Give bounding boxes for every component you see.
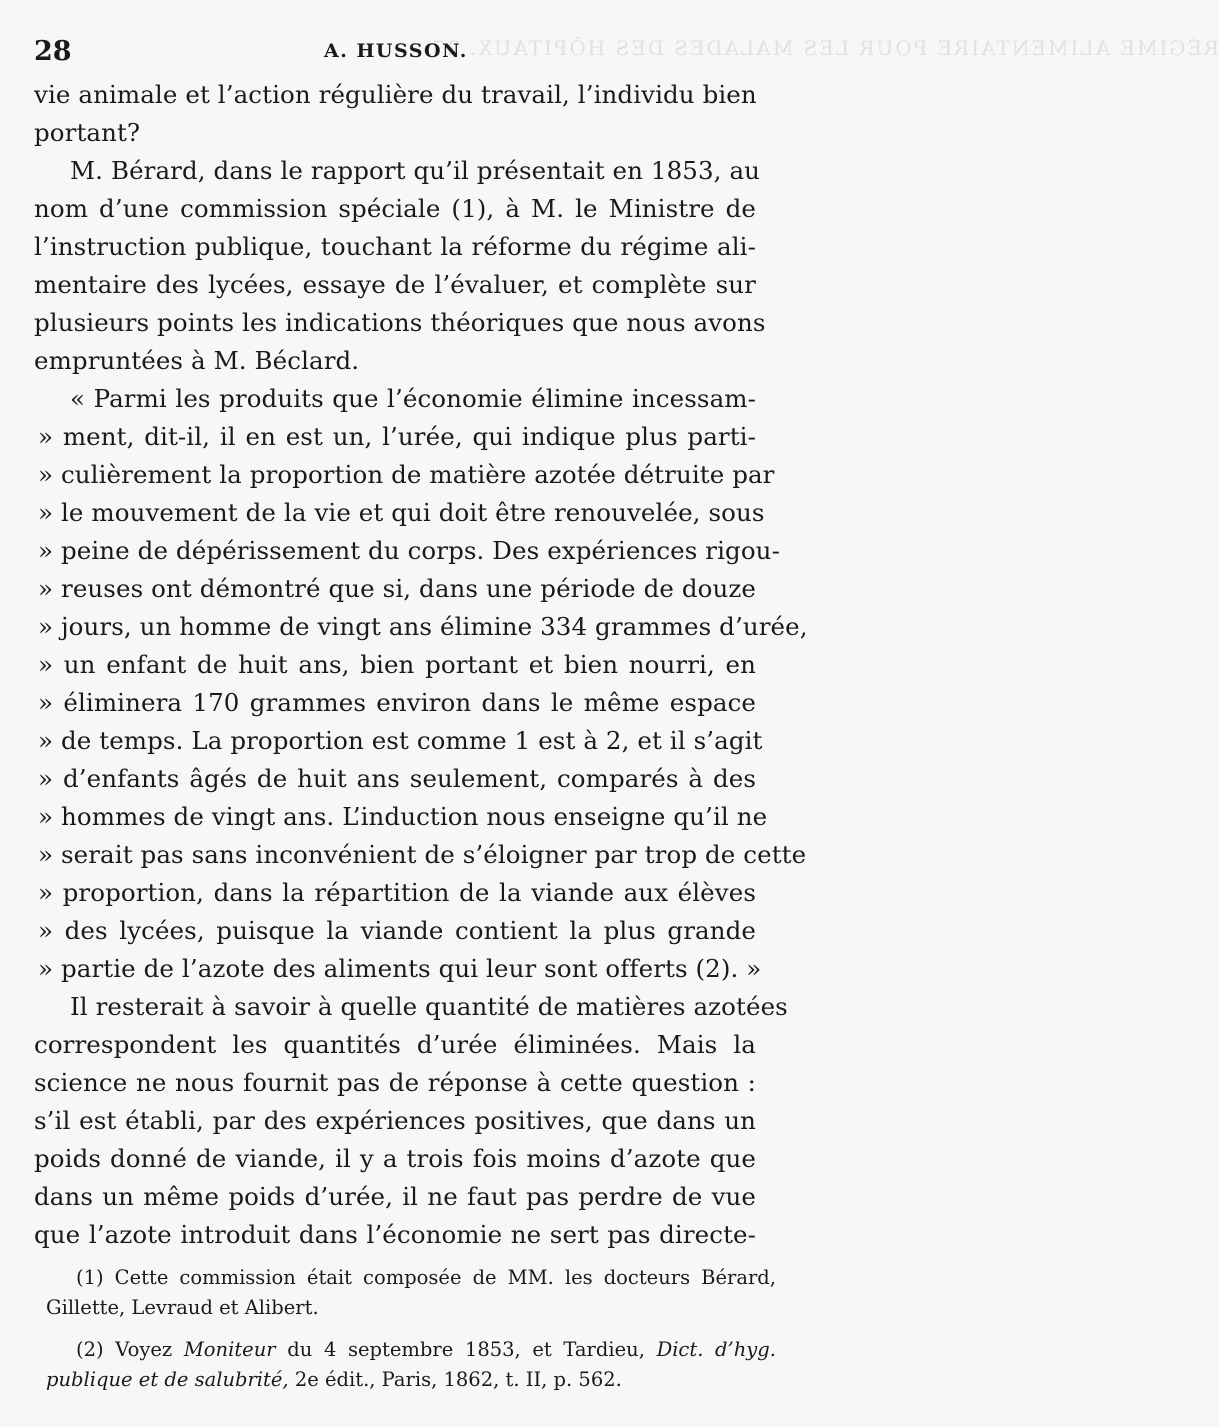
quote-line: » un enfant de huit ans, bien portant et bien nourri, en [38,650,756,679]
quote-line: « Parmi les produits que l’économie élimine incessam- [70,384,756,413]
page-header [34,36,774,76]
text-line: plusieurs points les indications théoriques que nous avons [34,308,766,337]
quote-line: » jours, un homme de vingt ans élimine 334 grammes d’urée, [38,612,808,641]
quote-line: » d’enfants âgés de huit ans seulement, comparés à des [38,764,756,793]
text-line: vie animale et l’action régulière du travail, l’individu bien [34,80,757,109]
quote-line: » proportion, dans la répartition de la viande aux élèves [38,878,756,907]
quote-line: » peine de dépérissement du corps. Des expériences rigou- [38,536,780,565]
footnote-2 [46,1335,776,1365]
text-line: portant? [34,118,141,147]
footnote-2-continued [46,1365,776,1395]
quote-line: » hommes de vingt ans. L’induction nous enseigne qu’il ne [38,802,768,831]
footnote-1-continued: Gillette, Levraud et Alibert. [46,1296,319,1319]
footnote-2-italic: publique et de salubrité, [46,1368,289,1391]
bleed-through-text: RÉGIME ALIMENTAIRE POUR LES MALADES DES HÔPITAUX. 27 [430,36,1219,60]
page-number: 28 [34,36,72,67]
text-line: empruntées à M. Béclard. [34,346,360,375]
text-line: poids donné de viande, il y a trois fois moins d’azote que [34,1144,756,1173]
running-head: A. HUSSON. [324,40,468,62]
footnotes [46,1263,776,1395]
quote-line: » éliminera 170 grammes environ dans le même espace [38,688,756,717]
quote-line: » reuses ont démontré que si, dans une période de douze [38,574,756,603]
quote-line: » le mouvement de la vie et qui doit être renouvelée, sous [38,498,765,527]
quote-line: » ment, dit-il, il en est un, l’urée, qui indique plus parti- [38,422,756,451]
quote-line: » culièrement la proportion de matière azotée détruite par [38,460,775,489]
body-text [34,76,808,1254]
footnote-2-prefix: (2) Voyez [76,1338,184,1361]
text-line: dans un même poids d’urée, il ne faut pas perdre de vue [34,1182,756,1211]
text-line: Il resterait à savoir à quelle quantité de matières azotées [70,992,788,1021]
text-line: M. Bérard, dans le rapport qu’il présentait en 1853, au [70,156,761,185]
footnote-2-moniteur: Moniteur [183,1338,276,1361]
text-line: l’instruction publique, touchant la réforme du régime ali- [34,232,756,261]
quote-line: » des lycées, puisque la viande contient la plus grande [38,916,756,945]
footnote-2-dict: Dict. d’hyg. [656,1338,776,1361]
footnote-2-mid: du 4 septembre 1853, et Tardieu, [275,1338,657,1361]
quote-line: » serait pas sans inconvénient de s’éloigner par trop de cette [38,840,807,869]
text-line: correspondent les quantités d’urée éliminées. Mais la [34,1030,756,1059]
quote-line: » partie de l’azote des aliments qui leur sont offerts (2). » [38,954,762,983]
text-line: s’il est établi, par des expériences positives, que dans un [34,1106,756,1135]
footnote-1: (1) Cette commission était composée de MM. les docteurs Bérard, [76,1266,776,1289]
text-line: mentaire des lycées, essaye de l’évaluer, et complète sur [34,270,756,299]
text-line: science ne nous fournit pas de réponse à cette question : [34,1068,756,1097]
footnote-2-rest: 2e édit., Paris, 1862, t. II, p. 562. [288,1368,622,1391]
text-line: que l’azote introduit dans l’économie ne sert pas directe- [34,1220,756,1249]
text-line: nom d’une commission spéciale (1), à M. le Ministre de [34,194,756,223]
quote-line: » de temps. La proportion est comme 1 est à 2, et il s’agit [38,726,763,755]
